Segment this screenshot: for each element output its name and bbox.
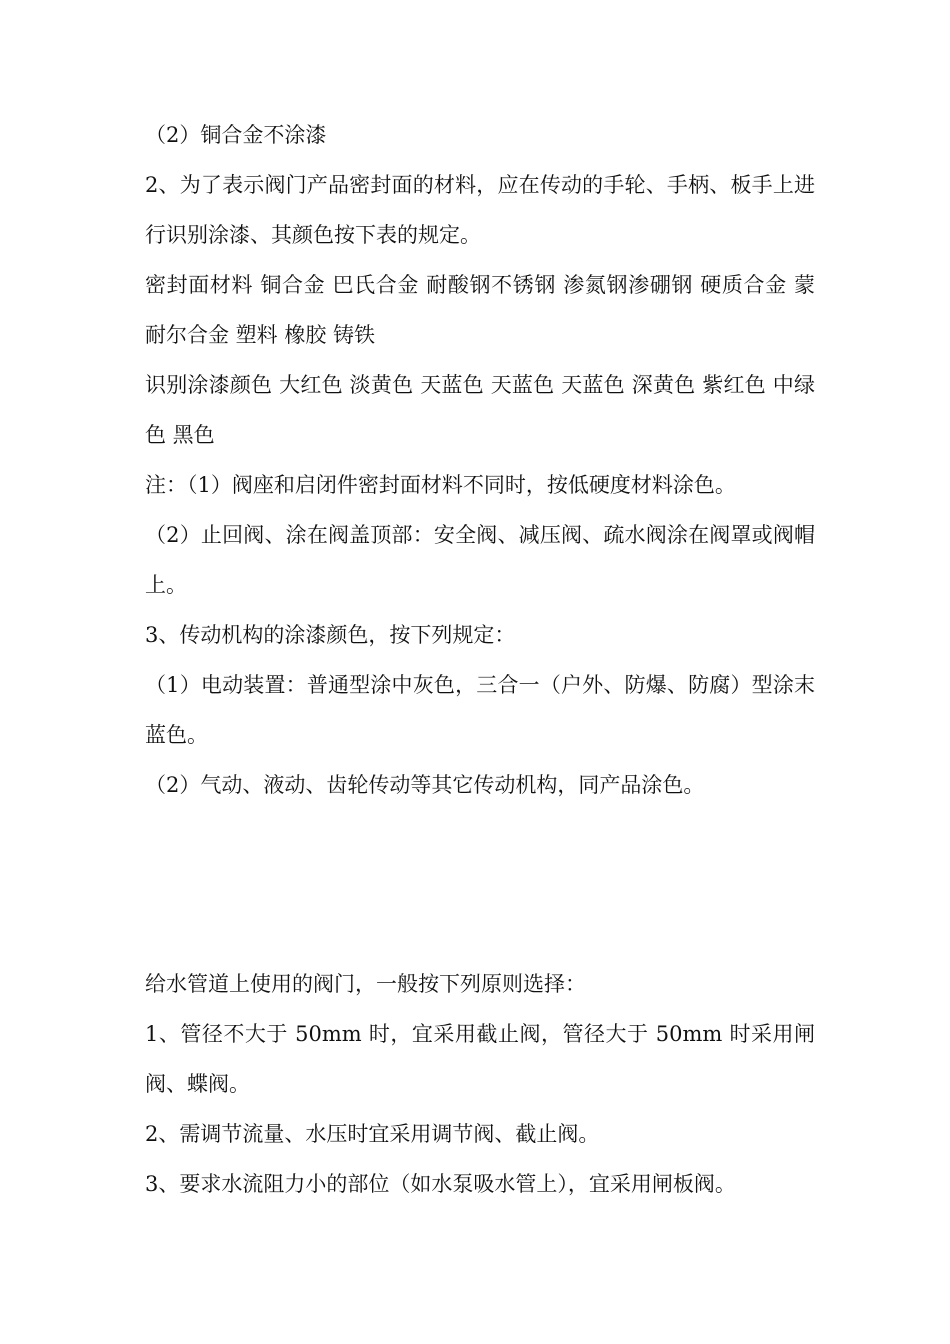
paint-color-section: [145, 110, 815, 810]
paragraph-electric-actuator: （1）电动装置：普通型涂中灰色，三合一（户外、防爆、防腐）型涂末蓝色。: [145, 673, 815, 747]
paragraph-identification-colors: 识别涂漆颜色 大红色 淡黄色 天蓝色 天蓝色 天蓝色 深黄色 紫红色 中绿色 黑色: [145, 373, 815, 447]
paragraph-actuator-paint: 3、传动机构的涂漆颜色，按下列规定：: [145, 623, 516, 647]
paragraph-seal-face-identification: 2、为了表示阀门产品密封面的材料，应在传动的手轮、手柄、板手上进行识别涂漆、其颜色按下表的规定。: [145, 173, 815, 247]
paragraph-selection-intro: 给水管道上使用的阀门，一般按下列原则选择：: [145, 972, 586, 996]
paragraph-selection-rule-2: 2、需调节流量、水压时宜采用调节阀、截止阀。: [145, 1122, 600, 1146]
paragraph-seal-face-materials: 密封面材料 铜合金 巴氏合金 耐酸钢不锈钢 渗氮钢渗硼钢 硬质合金 蒙耐尔合金 塑料 橡胶 铸铁: [145, 273, 815, 347]
water-valve-selection-section: [145, 959, 815, 1209]
paragraph-other-actuators: （2）气动、液动、齿轮传动等其它传动机构，同产品涂色。: [145, 773, 705, 797]
paragraph-copper-alloy-note: （2）铜合金不涂漆: [145, 123, 327, 147]
paragraph-note-1: 注：（1）阀座和启闭件密封面材料不同时，按低硬度材料涂色。: [145, 473, 736, 497]
paragraph-selection-rule-1: 1、管径不大于 50mm 时，宜采用截止阀，管径大于 50mm 时采用闸阀、蝶阀。: [145, 1022, 815, 1096]
paragraph-note-2: （2）止回阀、涂在阀盖顶部：安全阀、减压阀、疏水阀涂在阀罩或阀帽上。: [145, 523, 815, 597]
paragraph-selection-rule-3: 3、要求水流阻力小的部位（如水泵吸水管上），宜采用闸板阀。: [145, 1172, 736, 1196]
